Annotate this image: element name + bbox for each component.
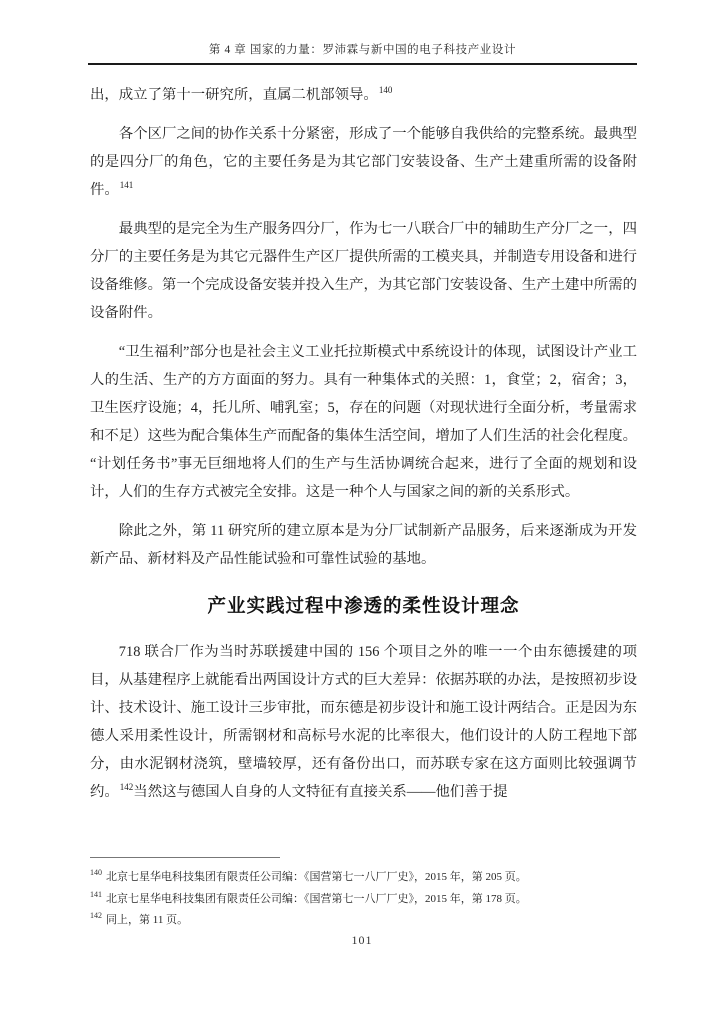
footnote-141-text: 北京七星华电科技集团有限责任公司编：《国营第七一八厂厂史》，2015 年，第 178 页。 bbox=[106, 892, 527, 905]
paragraph-3 bbox=[90, 215, 637, 327]
paragraph-6 bbox=[90, 638, 637, 806]
footnote-142-number: 142 bbox=[90, 911, 102, 921]
paragraph-6-text-before: 718 联合厂作为当时苏联援建中国的 156 个项目之外的唯一一个由东德援建的项目，从基建程序上就能看出两国设计方式的巨大差异：依据苏联的办法，是按照初步设计、技术设计、施工设计三步审批，而东德是初步设计和施工设计两结合。正是因为东德人采用柔性设计，所需钢材和高标号水泥的比率很大，他们设计的人防工程地下部分，由水泥钢材浇筑，壁墙较厚，还有备份出口，而苏联专家在这方面则比较强调节约。 bbox=[90, 644, 637, 800]
section-heading: 产业实践过程中渗透的柔性设计理念 bbox=[207, 595, 520, 616]
paragraph-2-text: 各个区厂之间的协作关系十分紧密，形成了一个能够自我供给的完整系统。最典型的是四分厂的角色，它的主要任务是为其它部门安装设备、生产土建重所需的设备附件。 bbox=[90, 126, 637, 198]
paragraph-5 bbox=[90, 517, 637, 573]
footnotes-section bbox=[90, 857, 636, 932]
page-number: 101 bbox=[351, 933, 373, 947]
footnote-142 bbox=[90, 910, 636, 932]
footnote-ref-141: 141 bbox=[119, 180, 134, 191]
paragraph-2 bbox=[90, 120, 637, 204]
paragraph-4 bbox=[90, 338, 637, 506]
paragraph-5-text: 除此之外，第 11 研究所的建立原本是为分厂试制新产品服务，后来逐渐成为开发新产品、新材料及产品性能试验和可靠性试验的基地。 bbox=[90, 523, 637, 567]
paragraph-3-text: 最典型的是完全为生产服务四分厂，作为七一八联合厂中的辅助生产分厂之一，四分厂的主要任务是为其它元器件生产区厂提供所需的工模夹具，并制造专用设备和进行设备维修。第一个完成设备安装并投入生产，为其它部门安装设备、生产土建中所需的设备附件。 bbox=[90, 221, 637, 321]
footnote-141 bbox=[90, 889, 636, 911]
footnote-142-text: 同上，第 11 页。 bbox=[106, 914, 189, 926]
paragraph-6-text-after: 当然这与德国人自身的人文特征有直接关系——他们善于提 bbox=[133, 784, 508, 800]
footnote-ref-140: 140 bbox=[378, 85, 393, 96]
header-rule bbox=[88, 63, 637, 65]
document-body bbox=[90, 81, 637, 817]
footnote-separator-rule bbox=[90, 857, 280, 858]
footnote-141-number: 141 bbox=[90, 889, 102, 899]
footnote-140 bbox=[90, 867, 636, 889]
chapter-header-title: 第 4 章 国家的力量：罗沛霖与新中国的电子科技产业设计 bbox=[208, 44, 517, 56]
footnote-ref-142: 142 bbox=[119, 782, 134, 793]
paragraph-4-text: “卫生福利”部分也是社会主义工业托拉斯模式中系统设计的体现，试图设计产业工人的生活、生产的方方面面的努力。具有一种集体式的关照：1，食堂；2，宿舍；3，卫生医疗设施；4，托儿所、哺乳室；5，存在的问题（对现状进行全面分析，考量需求和不足）这些为配合集体生产而配备的集体生活空间，增加了人们生活的社会化程度。“计划任务书”事无巨细地将人们的生产与生活协调统合起来，进行了全面的规划和设计，人们的生存方式被完全安排。这是一种个人与国家之间的新的关系形式。 bbox=[90, 344, 637, 500]
footnote-140-number: 140 bbox=[90, 868, 102, 878]
footnote-140-text: 北京七星华电科技集团有限责任公司编：《国营第七一八厂厂史》，2015 年，第 205 页。 bbox=[106, 871, 527, 883]
running-header bbox=[88, 41, 637, 65]
paragraph-1-text: 出，成立了第十一研究所，直属二机部领导。 bbox=[90, 87, 378, 103]
paragraph-1 bbox=[90, 81, 637, 109]
